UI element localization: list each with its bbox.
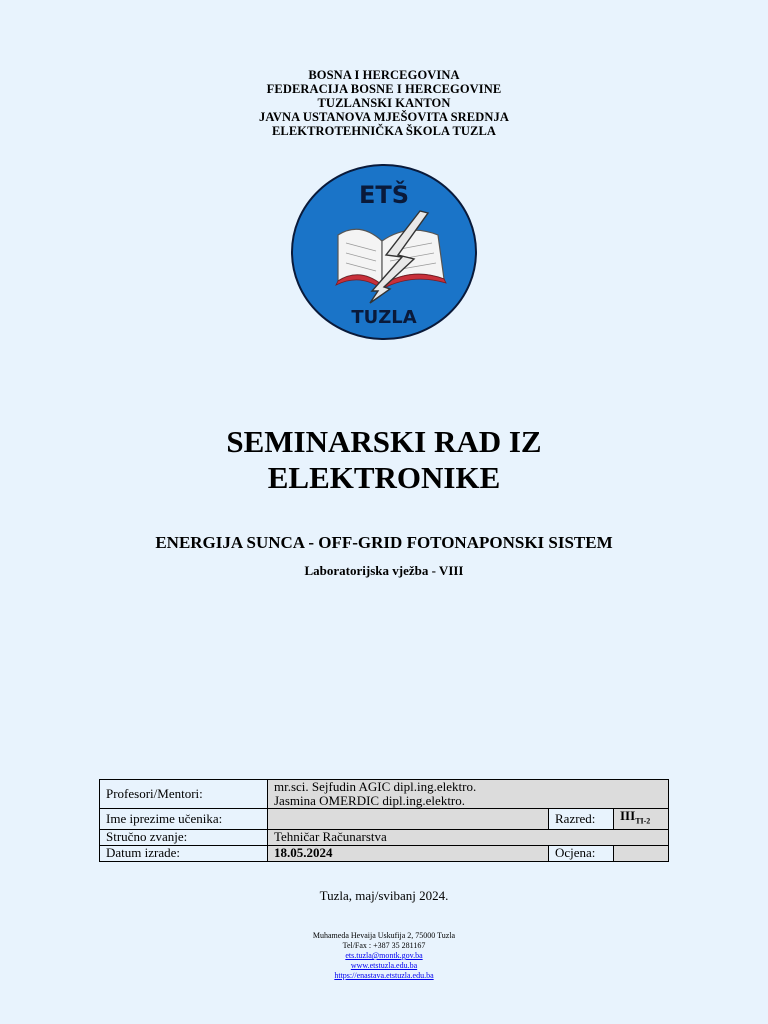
vocation-label: Stručno zvanje: [100, 829, 268, 845]
student-value[interactable] [268, 809, 549, 830]
mentors-label: Profesori/Mentori: [100, 780, 268, 809]
table-row [100, 780, 669, 809]
footer-phone: Tel/Fax : +387 35 281167 [342, 941, 426, 950]
date-value: 18.05.2024 [268, 845, 549, 861]
vocation-value: Tehničar Računarstva [268, 829, 669, 845]
exercise-label: Laboratorijska vježba - VIII [304, 563, 464, 578]
footer-address: Muhameda Hevaija Uskufija 2, 75000 Tuzla [312, 931, 456, 940]
header-line: TUZLANSKI KANTON [317, 96, 451, 110]
header-line: FEDERACIJA BOSNE I HERCEGOVINE [266, 82, 502, 96]
place-date: Tuzla, maj/svibanj 2024. [319, 888, 449, 903]
document-subtitle: ENERGIJA SUNCA - OFF-GRID FOTONAPONSKI SISTEM [155, 533, 613, 552]
footer-website-link[interactable]: www.etstuzla.edu.ba [350, 961, 418, 970]
info-table [99, 779, 669, 862]
logo-bottom-text: TUZLA [351, 307, 417, 328]
student-label: Ime iprezime učenika: [100, 809, 268, 830]
title-line: SEMINARSKI RAD IZ [226, 424, 542, 459]
grade-label: Ocjena: [549, 845, 614, 861]
grade-value[interactable] [614, 845, 669, 861]
table-row [100, 845, 669, 861]
table-row [100, 809, 669, 830]
mentor-name: mr.sci. Sejfudin AGIC dipl.ing.elektro. [274, 779, 477, 794]
footer-portal-link[interactable]: https://enastava.etstuzla.edu.ba [334, 971, 434, 980]
institution-header [0, 68, 768, 138]
date-label: Datum izrade: [100, 845, 268, 861]
footer-email-link[interactable]: ets.tuzla@montk.gov.ba [345, 951, 423, 960]
header-line: BOSNA I HERCEGOVINA [308, 68, 460, 82]
table-row [100, 829, 669, 845]
header-line: ELEKTROTEHNIČKA ŠKOLA TUZLA [271, 124, 497, 138]
mentors-value [268, 780, 669, 809]
header-line: JAVNA USTANOVA MJEŠOVITA SREDNJA [259, 110, 509, 124]
class-value: $III_{TI-2}$ [614, 809, 669, 830]
footer-contact [0, 931, 768, 981]
document-title [0, 424, 768, 496]
class-label: Razred: [549, 809, 614, 830]
mentor-name: Jasmina OMERDIC dipl.ing.elektro. [274, 793, 466, 808]
school-logo [290, 163, 478, 341]
logo-top-text: ETŠ [358, 181, 410, 209]
title-line: ELEKTRONIKE [267, 460, 501, 495]
